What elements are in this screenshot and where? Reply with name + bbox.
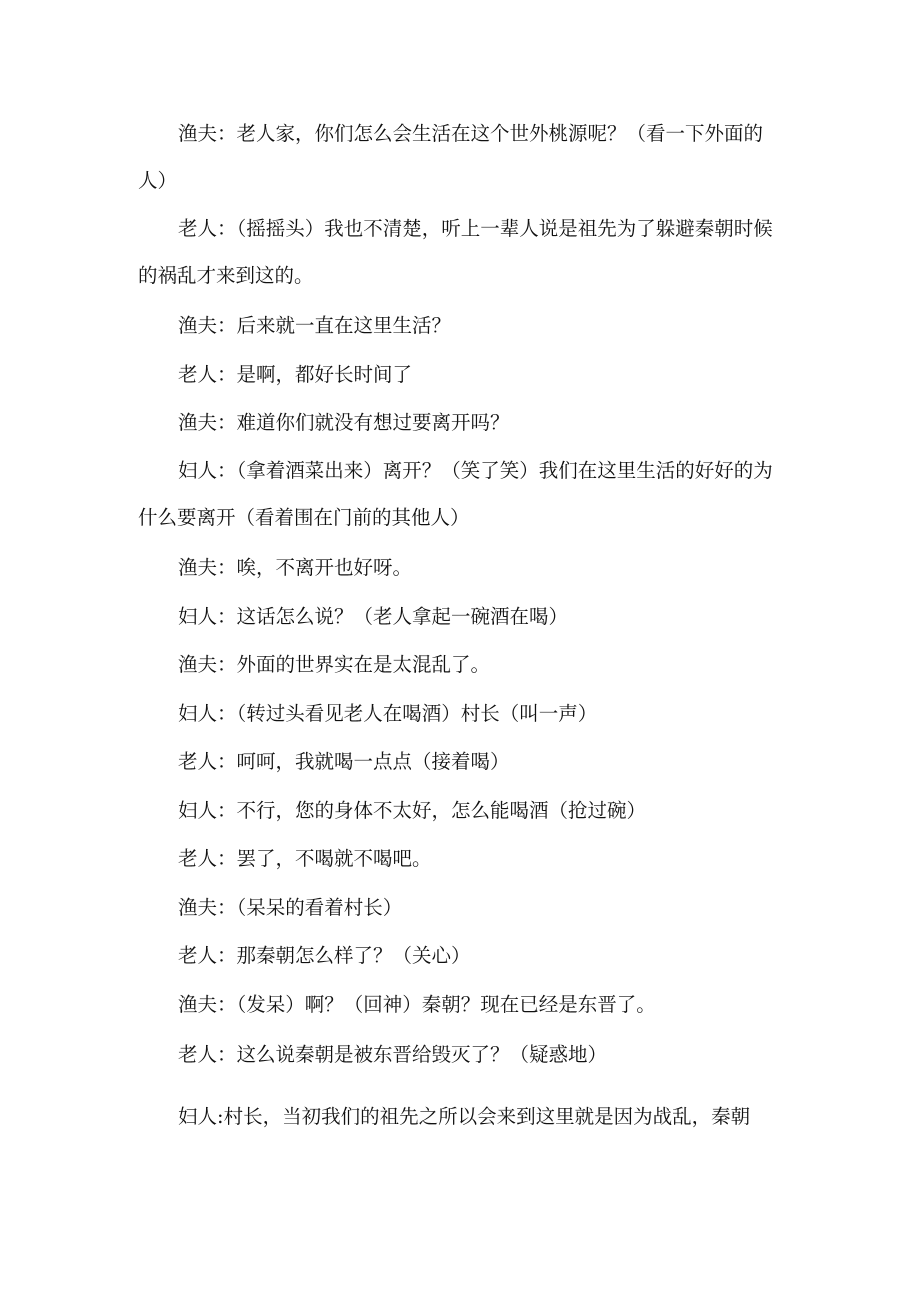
dialogue-line: 渔夫：后来就一直在这里生活？ xyxy=(178,314,452,337)
dialogue-line: 妇人：（转过头看见老人在喝酒）村长（叫一声） xyxy=(178,702,598,725)
dialogue-line: 妇人：不行，您的身体不太好，怎么能喝酒（抢过碗） xyxy=(178,799,647,822)
dialogue-line: 妇人：这话怎么说？（老人拿起一碗酒在喝） xyxy=(178,605,569,628)
dialogue-line: 妇人：（拿着酒菜出来）离开？（笑了笑）我们在这里生活的好好的为什么要离开（看着围在门前的其他人） xyxy=(138,459,773,529)
dialogue-line: 老人：那秦朝怎么样了？（关心） xyxy=(178,944,471,967)
dialogue-line: 渔夫：外面的世界实在是太混乱了。 xyxy=(178,653,491,676)
dialogue-line: 老人：（摇摇头）我也不清楚，听上一辈人说是祖先为了躲避秦朝时候的祸乱才来到这的。 xyxy=(138,217,773,287)
dialogue-line: 渔夫：唉，不离开也好呀。 xyxy=(178,556,413,579)
dialogue-line: 渔夫：老人家，你们怎么会生活在这个世外桃源呢？（看一下外面的人） xyxy=(138,122,764,192)
dialogue-line: 妇人:村长，当初我们的祖先之所以会来到这里就是因为战乱，秦朝 xyxy=(178,1105,751,1128)
dialogue-line: 渔夫：（发呆）啊？（回神）秦朝？现在已经是东晋了。 xyxy=(178,993,656,1016)
dialogue-line: 老人：这么说秦朝是被东晋给毁灭了？（疑惑地） xyxy=(178,1043,608,1066)
dialogue-line: 老人：是啊，都好长时间了 xyxy=(178,363,413,386)
dialogue-line: 老人：呵呵，我就喝一点点（接着喝） xyxy=(178,750,510,773)
dialogue-line: 渔夫：难道你们就没有想过要离开吗？ xyxy=(178,411,510,434)
dialogue-line: 老人：罢了，不喝就不喝吧。 xyxy=(178,847,432,870)
dialogue-line: 渔夫：（呆呆的看着村长） xyxy=(178,896,403,919)
